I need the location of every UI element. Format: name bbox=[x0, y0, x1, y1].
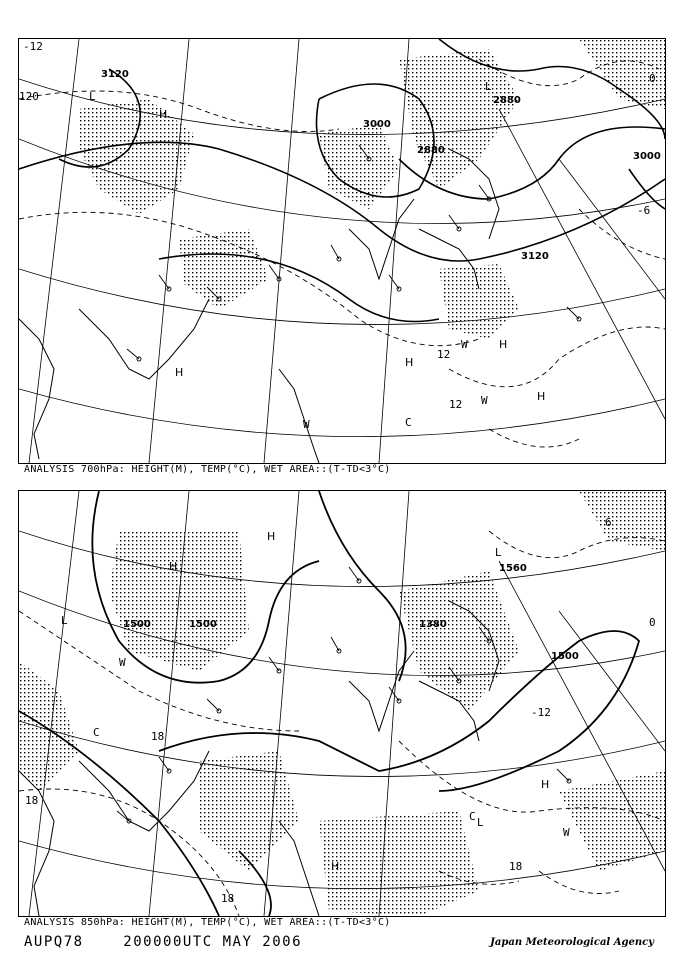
isotherm-label: 18 bbox=[151, 730, 165, 743]
agency-credit: Japan Meteorological Agency bbox=[490, 937, 654, 948]
cold-center: C bbox=[405, 416, 412, 429]
isotherm-label: 18 bbox=[221, 892, 235, 905]
low-pressure-center: L bbox=[495, 546, 502, 559]
isotherm-label: 12 bbox=[449, 398, 463, 411]
high-pressure-center: H bbox=[537, 390, 546, 403]
warm-center: W bbox=[563, 826, 570, 839]
height-contour-label: 2880 bbox=[493, 95, 521, 106]
cold-center: C bbox=[469, 810, 476, 823]
chart-code: AUPQ78 bbox=[24, 934, 84, 950]
height-contour-label: 3000 bbox=[363, 119, 391, 130]
height-contour-label: 1500 bbox=[189, 619, 217, 630]
isotherm-label: 120 bbox=[19, 90, 39, 103]
graticule bbox=[19, 39, 665, 463]
wet-area bbox=[199, 751, 299, 871]
wet-area bbox=[579, 491, 665, 551]
height-contour-label: 2880 bbox=[417, 145, 445, 156]
high-pressure-center: H bbox=[499, 338, 508, 351]
map-850hpa-canvas bbox=[19, 491, 665, 916]
wet-area bbox=[79, 99, 194, 214]
chart-identifier bbox=[24, 934, 302, 950]
wet-area bbox=[439, 264, 519, 339]
low-pressure-center: L bbox=[89, 90, 96, 103]
chart-700hpa bbox=[18, 38, 666, 464]
high-pressure-center: H bbox=[169, 560, 178, 573]
caption-700hpa: ANALYSIS 700hPa: HEIGHT(M), TEMP(°C), WET AREA::(T-TD<3°C) bbox=[24, 464, 391, 475]
high-pressure-center: H bbox=[175, 366, 184, 379]
cold-center: C bbox=[93, 726, 100, 739]
high-pressure-center: H bbox=[405, 356, 414, 369]
wet-area bbox=[559, 771, 665, 871]
height-contour-label: 1500 bbox=[551, 651, 579, 662]
low-pressure-center: L bbox=[485, 80, 492, 93]
chart-850hpa bbox=[18, 490, 666, 917]
isotherm-label: 0 bbox=[649, 72, 656, 85]
wet-area bbox=[399, 571, 519, 711]
isotherm-label: -12 bbox=[23, 40, 43, 53]
high-pressure-center: H bbox=[541, 778, 550, 791]
high-pressure-center: H bbox=[331, 860, 340, 873]
coastline bbox=[19, 149, 499, 463]
wet-area bbox=[319, 811, 479, 916]
valid-time: 200000UTC MAY 2006 bbox=[123, 934, 303, 950]
isotherm-label: 18 bbox=[25, 794, 39, 807]
height-contour-label: 1560 bbox=[499, 563, 527, 574]
height-contour-label: 3120 bbox=[521, 251, 549, 262]
height-contour-label: 3000 bbox=[633, 151, 661, 162]
warm-center: W bbox=[481, 394, 488, 407]
low-pressure-center: L bbox=[477, 816, 484, 829]
isotherm-label: 12 bbox=[437, 348, 451, 361]
high-pressure-center: H bbox=[159, 108, 168, 121]
wet-area bbox=[19, 661, 79, 791]
isotherm-label: 6 bbox=[605, 516, 612, 529]
height-contour-label: 1380 bbox=[419, 619, 447, 630]
warm-center: W bbox=[461, 338, 468, 351]
low-pressure-center: L bbox=[61, 614, 68, 627]
warm-center: W bbox=[303, 418, 310, 431]
caption-850hpa: ANALYSIS 850hPa: HEIGHT(M), TEMP(°C), WET AREA::(T-TD<3°C) bbox=[24, 917, 391, 928]
warm-center: W bbox=[119, 656, 126, 669]
isotherm-label: 0 bbox=[649, 616, 656, 629]
height-contour-label: 3120 bbox=[101, 69, 129, 80]
map-700hpa-canvas bbox=[19, 39, 665, 463]
isotherm-label: -6 bbox=[637, 204, 651, 217]
isotherm-label: -12 bbox=[531, 706, 551, 719]
high-pressure-center: H bbox=[267, 530, 276, 543]
height-contour-label: 1500 bbox=[123, 619, 151, 630]
isotherm-label: 18 bbox=[509, 860, 523, 873]
